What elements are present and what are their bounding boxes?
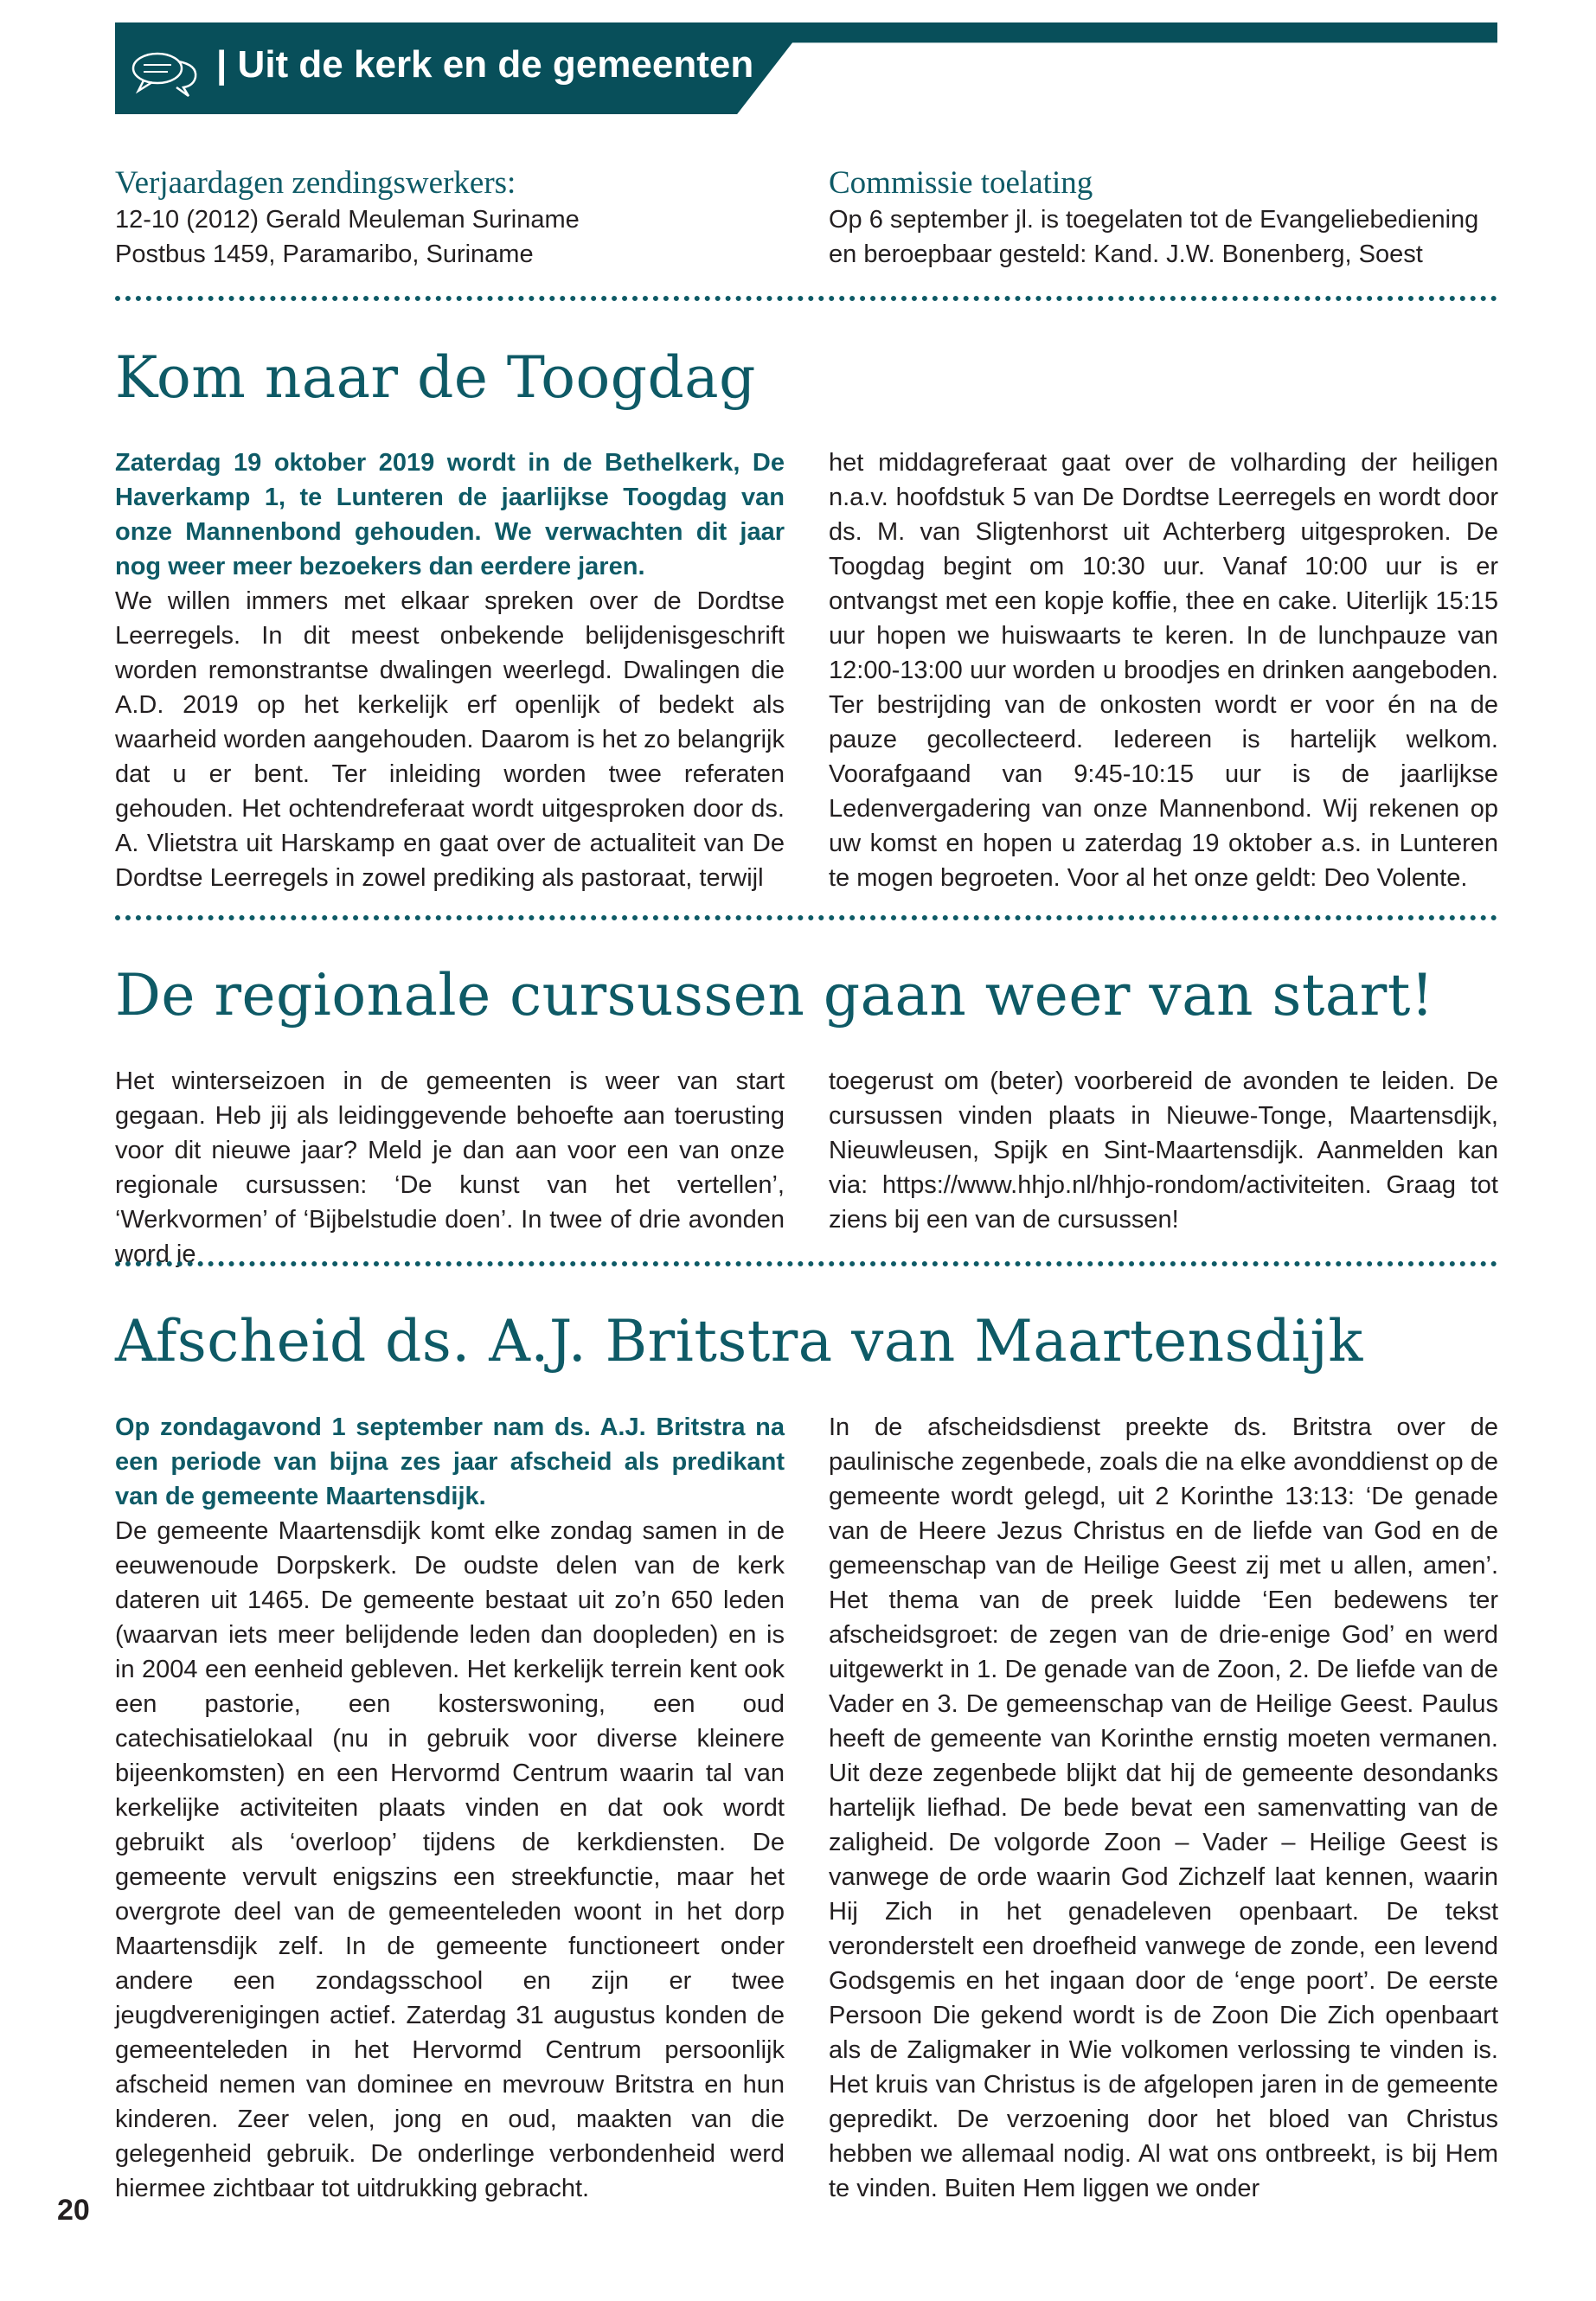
courses-body-left: Het winterseizoen in de gemeenten is weer van start gegaan. Heb jij als leidinggevende behoefte aan toerusting voor dit nieuwe jaar? Meld je dan aan voor een van onze regionale cursussen: ‘De kunst van het vertellen’, ‘Werkvormen’ of ‘Bijbelstudie doen’. In twee of drie avonden word je [115, 1067, 785, 1268]
courses-title: De regionale cursussen gaan weer van start! [115, 962, 1434, 1029]
farewell-title: Afscheid ds. A.J. Britstra van Maartensdijk [115, 1308, 1363, 1375]
committee-line-2: en beroepbaar gesteld: Kand. J.W. Bonenberg, Soest [829, 240, 1423, 268]
toogdag-lead: Zaterdag 19 oktober 2019 wordt in de Bethelkerk, De Haverkamp 1, te Lunteren de jaarlijkse Toogdag van onze Mannenbond gehouden. We verwachten dit jaar nog weer meer bezoekers dan eerdere jaren. [115, 449, 785, 580]
farewell-right-column [829, 1410, 1498, 2206]
toogdag-left-column [115, 445, 785, 895]
farewell-lead: Op zondagavond 1 september nam ds. A.J. Britstra na een periode van bijna zes jaar afscheid als predikant van de gemeente Maartensdijk. [115, 1413, 785, 1510]
dotted-divider [115, 296, 1497, 301]
toogdag-body-left: We willen immers met elkaar spreken over de Dordtse Leerregels. In dit meest onbekende belijdenisgeschrift worden remonstrantse dwalingen weerlegd. Dwalingen die A.D. 2019 op het kerkelijk erf openlijk of bedekt als waarheid worden aangehouden. Daarom is het zo belangrijk dat u er bent. Ter inleiding worden twee referaten gehouden. Het ochtendreferaat wordt uitgesproken door ds. A. Vlietstra uit Harskamp en gaat over de actualiteit van De Dordtse Leerregels in zowel prediking als pastoraat, terwijl [115, 587, 785, 892]
toogdag-right-column [829, 445, 1498, 895]
committee-heading: Commissie toelating [829, 165, 1093, 201]
farewell-body-right: In de afscheidsdienst preekte ds. Britstra over de paulinische zegenbede, zoals die na elke avonddienst op de gemeente wordt gelegd, uit 2 Korinthe 13:13: ‘De genade van de Heere Jezus Christus en de liefde van God en de gemeenschap van de Heilige Geest zij met u allen, amen’. Het thema van de preek luidde ‘Een bedewens ter afscheidsgroet: de zegen van de drie-enige God’ en werd uitgewerkt in 1. De genade van de Zoon, 2. De liefde van de Vader en 3. De gemeenschap van de Heilige Geest. Paulus heeft de gemeente van Korinthe ernstig moeten vermanen. Uit deze zegenbede blijkt dat hij de gemeente desondanks hartelijk liefhad. De bede bevat een samenvatting van de zaligheid. De volgorde Zoon – Vader – Heilige Geest is vanwege de orde waarin God Zichzelf laat kennen, waarin Hij Zich in het genadeleven openbaart. De tekst veronderstelt een droefheid vanwege de zonde, een levend Godsgemis en het ingaan door de ‘enge poort’. De eerste Persoon Die gekend wordt is de Zoon Die Zich openbaart als de Zaligmaker in Wie volkomen verlossing te vinden is. Het kruis van Christus is de afgelopen jaren in de gemeente gepredikt. De verzoening door het bloed van Christus hebben we allemaal nodig. Al wat ons ontbreekt, is bij Hem te vinden. Buiten Hem liggen we onder [829, 1413, 1498, 2202]
birthdays-line-1: 12-10 (2012) Gerald Meuleman Suriname [115, 206, 580, 234]
page-number: 20 [57, 2194, 90, 2227]
speech-bubbles-icon [128, 46, 201, 101]
dotted-divider [115, 1261, 1497, 1266]
birthdays-line-2: Postbus 1459, Paramaribo, Suriname [115, 240, 534, 268]
dotted-divider [115, 915, 1497, 920]
toogdag-title: Kom naar de Toogdag [115, 344, 756, 411]
committee-line-1: Op 6 september jl. is toegelaten tot de Evangeliebediening [829, 206, 1479, 234]
farewell-body-left: De gemeente Maartensdijk komt elke zondag samen in de eeuwenoude Dorpskerk. De oudste delen van de kerk dateren uit 1465. De gemeente bestaat uit zo’n 650 leden (waarvan iets meer belijdende leden dan doopleden) en is in 2004 een eenheid gebleven. Het kerkelijk terrein kent ook een pastorie, een kosterswoning, een oud catechisatielokaal (nu in gebruik voor diverse kleinere bijeenkomsten) en een Hervormd Centrum waarin tal van kerkelijke activiteiten plaats vinden en dat ook wordt gebruikt als ‘overloop’ tijdens de kerkdiensten. De gemeente vervult enigszins een streekfunctie, maar het overgrote deel van de gemeenteleden woont in het dorp Maartensdijk zelf. In de gemeente functioneert onder andere een zondagsschool en zijn er twee jeugdverenigingen actief. Zaterdag 31 augustus konden de gemeenteleden in het Hervormd Centrum persoonlijk afscheid nemen van dominee en mevrouw Britstra en hun kinderen. Zeer velen, jong en oud, maakten van die gelegenheid gebruik. De onderlinge verbondenheid werd hiermee zichtbaar tot uitdrukking gebracht. [115, 1517, 785, 2202]
title-divider: | [216, 43, 238, 86]
committee-block [829, 164, 1498, 272]
courses-right-column [829, 1064, 1498, 1237]
courses-body-right: toegerust om (beter) voorbereid de avonden te leiden. De cursussen vinden plaats in Nieuwe-Tonge, Maartensdijk, Nieuwleusen, Spijk en Sint-Maartensdijk. Aanmelden kan via: https://www.hhjo.nl/hhjo-rondom/activiteiten. Graag tot ziens bij een van de cursussen! [829, 1067, 1498, 1234]
farewell-left-column [115, 1410, 785, 2206]
courses-left-column [115, 1064, 785, 1272]
section-title: | Uit de kerk en de gemeenten [216, 43, 754, 86]
toogdag-body-right: het middagreferaat gaat over de volharding der heiligen n.a.v. hoofdstuk 5 van De Dordtse Leerregels en wordt door ds. M. van Sligtenhorst uit Achterberg uitgesproken. De Toogdag begint om 10:30 uur. Vanaf 10:00 uur is er ontvangst met een kopje koffie, thee en cake. Uiterlijk 15:15 uur hopen we huiswaarts te keren. In de lunchpauze van 12:00-13:00 uur worden u broodjes en drinken aangeboden. Ter bestrijding van de onkosten wordt er voor én na de pauze gecollecteerd. Iedereen is hartelijk welkom. Voorafgaand van 9:45-10:15 uur is de jaarlijkse Ledenvergadering van onze Mannenbond. Wij rekenen op uw komst en hopen u zaterdag 19 oktober a.s. in Lunteren te mogen begroeten. Voor al het onze geldt: Deo Volente. [829, 449, 1498, 892]
birthdays-block [115, 164, 785, 272]
birthdays-heading: Verjaardagen zendingswerkers: [115, 165, 516, 201]
